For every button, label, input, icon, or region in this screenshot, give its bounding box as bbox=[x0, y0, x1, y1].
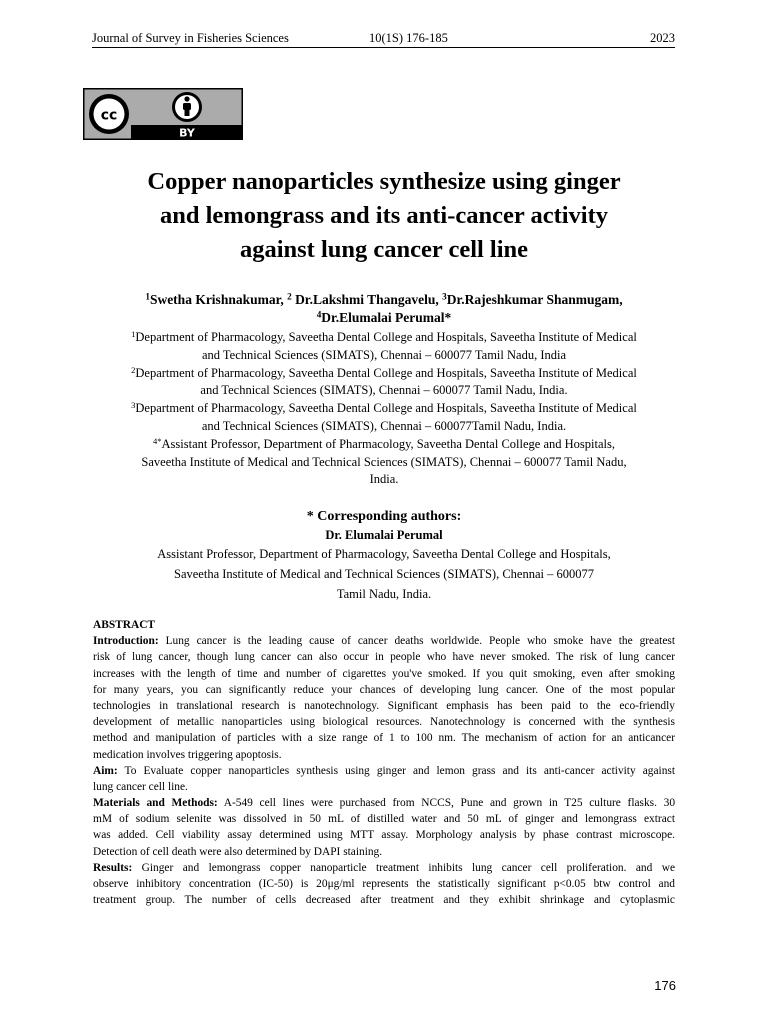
abstract-text: was added. Cell viability assay determined using MTT assay. Morphology analysis by phase contrast microscope. bbox=[93, 829, 675, 842]
abstract-text: Ginger and lemongrass copper nanoparticle treatment inhibits lung cancer cell proliferation. and we bbox=[132, 861, 675, 874]
abstract-text: Lung cancer is the leading cause of cancer deaths worldwide. People who smoke have the greatest bbox=[158, 635, 675, 648]
abstract-text: To Evaluate copper nanoparticles synthesis using ginger and lemon grass and its anti-cancer activity against bbox=[117, 764, 675, 777]
abstract-text: medication involves triggering apoptosis. bbox=[93, 748, 282, 761]
title-line: and lemongrass and its anti-cancer activity bbox=[159, 202, 609, 229]
affiliation-text: and Technical Sciences (SIMATS), Chennai – 600077Tamil Nadu, India. bbox=[201, 418, 567, 433]
affiliation-sup: 3 bbox=[131, 399, 136, 410]
abstract bbox=[93, 617, 675, 908]
abstract-text: development of metallic nanoparticles using biological resources. Nanotechnology is concerned with the synthesis bbox=[93, 716, 675, 729]
abstract-text: lung cancer cell line. bbox=[93, 780, 188, 793]
abstract-heading: ABSTRACT bbox=[93, 619, 156, 631]
title-line: Copper nanoparticles synthesize using ginger bbox=[147, 168, 621, 195]
affiliation-text: India. bbox=[369, 472, 399, 487]
author-sup: 2 bbox=[287, 291, 292, 302]
author-name: Swetha Krishnakumar, bbox=[149, 292, 288, 307]
author-name: Dr.Lakshmi Thangavelu, bbox=[291, 292, 443, 307]
affiliation-text: Department of Pharmacology, Saveetha Dental College and Hospitals, Saveetha Institute of Medical bbox=[135, 401, 637, 416]
page-number: 176 bbox=[654, 978, 676, 993]
running-header bbox=[92, 31, 675, 48]
abstract-text: increases with the length of time and number of cigarettes you've smoked. If you quit smoking, even after smoking bbox=[93, 667, 675, 680]
corresponding-author bbox=[84, 508, 684, 604]
affiliations bbox=[84, 329, 684, 489]
journal-year: 2023 bbox=[650, 31, 675, 45]
section-label: Introduction: bbox=[93, 635, 159, 648]
affiliation-text: Assistant Professor, Department of Pharmacology, Saveetha Dental College and Hospitals, bbox=[161, 436, 615, 451]
abstract-text: risk of lung cancer, though lung cancer can also occur in people who have never smoked. The risk of lung cancer bbox=[93, 651, 675, 664]
journal-name: Journal of Survey in Fisheries Sciences bbox=[92, 31, 289, 45]
author-name: Dr.Rajeshkumar Shanmugam, bbox=[446, 292, 623, 307]
author-sup: 3 bbox=[442, 291, 447, 302]
abstract-text: mM of sodium selenite was dissolved in 50 mL of distilled water and 50 mL of ginger and lemongrass extract bbox=[93, 813, 675, 826]
section-label: Materials and Methods: bbox=[93, 797, 218, 810]
abstract-text: technologies in translational research is nanotechnology. Significant emphasis has been paid to the eco-friendly bbox=[93, 699, 675, 712]
affiliation-text: Department of Pharmacology, Saveetha Dental College and Hospitals, Saveetha Institute of Medical bbox=[135, 365, 637, 380]
corresponding-heading: * Corresponding authors: bbox=[306, 509, 462, 524]
corresponding-address: Tamil Nadu, India. bbox=[336, 587, 432, 601]
section-label: Results: bbox=[93, 861, 133, 874]
cc-by-icon bbox=[83, 88, 243, 140]
affiliation-text: Saveetha Institute of Medical and Technical Sciences (SIMATS), Chennai – 600077 Tamil Nadu, bbox=[141, 454, 627, 469]
volume-pages: 10(1S) 176-185 bbox=[369, 31, 448, 45]
corresponding-address: Saveetha Institute of Medical and Technical Sciences (SIMATS), Chennai – 600077 bbox=[174, 567, 594, 581]
affiliation-text: Department of Pharmacology, Saveetha Dental College and Hospitals, Saveetha Institute of Medical bbox=[135, 330, 637, 344]
affiliation-text: and Technical Sciences (SIMATS), Chennai – 600077 Tamil Nadu, India. bbox=[200, 383, 568, 398]
affiliation-sup: 2 bbox=[131, 364, 136, 375]
author-sup: 4 bbox=[316, 309, 322, 320]
author-name: Dr.Elumalai Perumal* bbox=[321, 310, 452, 325]
license-label: BY bbox=[179, 126, 195, 140]
abstract-text: observe inhibitory concentration (IC-50) is 20μg/ml represents the statistically significant p<0.05 btw control and bbox=[93, 878, 675, 891]
abstract-text: for many years, you can significantly reduce your chances of developing lung cancer. One of the most popular bbox=[93, 683, 675, 696]
svg-text:cc: cc bbox=[100, 107, 118, 124]
affiliation-sup: 1 bbox=[131, 328, 136, 339]
abstract-text: treatment group. The number of cells decreased after treatment and they exhibit shrinkage and cytoplasmic bbox=[93, 894, 675, 907]
paper-title bbox=[80, 165, 688, 267]
corresponding-name: Dr. Elumalai Perumal bbox=[325, 528, 443, 542]
abstract-text: A-549 cell lines were purchased from NCCS, Pune and grown in T25 culture flasks. 30 bbox=[217, 797, 675, 810]
author-sup: 1 bbox=[145, 291, 150, 302]
abstract-text: Detection of cell death were also determined by DAPI staining. bbox=[93, 845, 383, 858]
author-list bbox=[84, 291, 684, 327]
affiliation-sup: 4* bbox=[153, 435, 162, 446]
title-line: against lung cancer cell line bbox=[239, 236, 529, 263]
abstract-text: method and manipulation of particles with a size range of 1 to 100 nm. The mechanism of action for an anticancer bbox=[93, 732, 675, 745]
section-label: Aim: bbox=[93, 764, 118, 777]
affiliation-text: and Technical Sciences (SIMATS), Chennai – 600077 Tamil Nadu, India bbox=[201, 347, 567, 362]
corresponding-address: Assistant Professor, Department of Pharmacology, Saveetha Dental College and Hospitals, bbox=[157, 547, 611, 561]
